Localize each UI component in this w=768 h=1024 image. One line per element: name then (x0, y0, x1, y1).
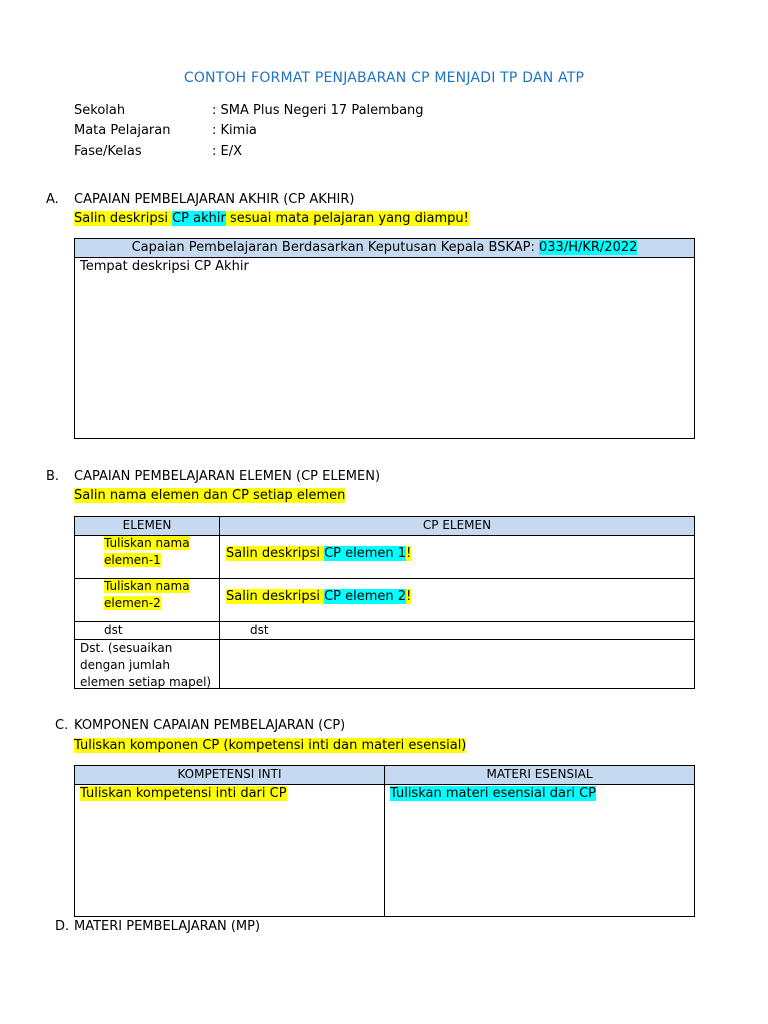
cell-part: ! (406, 589, 412, 604)
mapel-label: Mata Pelajaran (74, 123, 171, 138)
divider (74, 621, 695, 622)
row-note (80, 640, 211, 691)
section-c-letter: C. (55, 718, 69, 733)
cp-akhir-header (75, 240, 694, 255)
divider (384, 765, 385, 917)
cell-part: Salin deskripsi (226, 589, 325, 604)
cell-part: Tuliskan kompetensi inti dari CP (80, 786, 287, 801)
instr-highlight: CP akhir (172, 211, 226, 226)
cell-line: elemen-2 (104, 596, 161, 610)
section-b-letter: B. (46, 469, 60, 484)
divider (74, 784, 695, 785)
cell-highlight: CP elemen 1 (324, 546, 407, 561)
col-cp-elemen-header: CP ELEMEN (422, 518, 492, 532)
cell-line: Tuliskan nama (104, 579, 190, 593)
cell-part: ! (406, 546, 412, 561)
instr-part: sesuai mata pelajaran yang diampu! (225, 211, 469, 226)
mapel-value: : Kimia (212, 123, 257, 138)
cell-part: Tuliskan materi esensial dari CP (390, 786, 596, 801)
kompetensi-inti-cell[interactable] (80, 786, 287, 801)
cell-line: Dst. (sesuaikan (80, 641, 173, 655)
instr-part: Salin deskripsi (74, 211, 173, 226)
divider (74, 257, 695, 258)
elemen-1-cp[interactable] (226, 546, 411, 561)
elemen-1-name[interactable] (104, 535, 190, 569)
section-c-instruction (74, 738, 466, 753)
sekolah-label: Sekolah (74, 103, 126, 118)
cp-akhir-header-code: 033/H/KR/2022 (539, 240, 638, 255)
elemen-2-cp[interactable] (226, 589, 411, 604)
cp-akhir-placeholder[interactable]: Tempat deskripsi CP Akhir (80, 259, 249, 274)
section-d-heading: MATERI PEMBELAJARAN (MP) (74, 919, 261, 934)
instr-part: Salin nama elemen dan CP setiap elemen (74, 488, 346, 503)
cell-line: elemen-1 (104, 553, 161, 567)
fase-label: Fase/Kelas (74, 144, 142, 159)
divider (219, 516, 220, 689)
section-a-heading: CAPAIAN PEMBELAJARAN AKHIR (CP AKHIR) (74, 192, 355, 207)
fase-value: : E/X (212, 144, 243, 159)
section-a-letter: A. (46, 192, 59, 207)
sekolah-value: : SMA Plus Negeri 17 Palembang (212, 103, 424, 118)
section-b-heading: CAPAIAN PEMBELAJARAN ELEMEN (CP ELEMEN) (74, 469, 381, 484)
cell-part: Salin deskripsi (226, 546, 325, 561)
row-dst-cp: dst (250, 623, 269, 637)
page-title: CONTOH FORMAT PENJABARAN CP MENJADI TP DAN ATP (183, 70, 585, 86)
section-a-instruction (74, 211, 469, 226)
cell-highlight: CP elemen 2 (324, 589, 407, 604)
cell-line: Tuliskan nama (104, 536, 190, 550)
cell-line: dengan jumlah (80, 658, 170, 672)
materi-esensial-cell[interactable] (390, 786, 596, 801)
col-kompetensi-inti-header: KOMPETENSI INTI (177, 767, 282, 781)
col-materi-esensial-header: MATERI ESENSIAL (486, 767, 593, 781)
elemen-2-name[interactable] (104, 578, 190, 612)
cell-line: elemen setiap mapel) (80, 675, 212, 689)
section-b-instruction (74, 488, 345, 503)
instr-part: Tuliskan komponen CP (kompetensi inti dan materi esensial) (74, 738, 467, 753)
section-d-letter: D. (55, 919, 70, 934)
cp-akhir-header-text: Capaian Pembelajaran Berdasarkan Keputusan Kepala BSKAP: (131, 240, 540, 255)
section-c-heading: KOMPONEN CAPAIAN PEMBELAJARAN (CP) (74, 718, 346, 733)
row-dst-elemen: dst (104, 623, 123, 637)
col-elemen-header: ELEMEN (122, 518, 172, 532)
